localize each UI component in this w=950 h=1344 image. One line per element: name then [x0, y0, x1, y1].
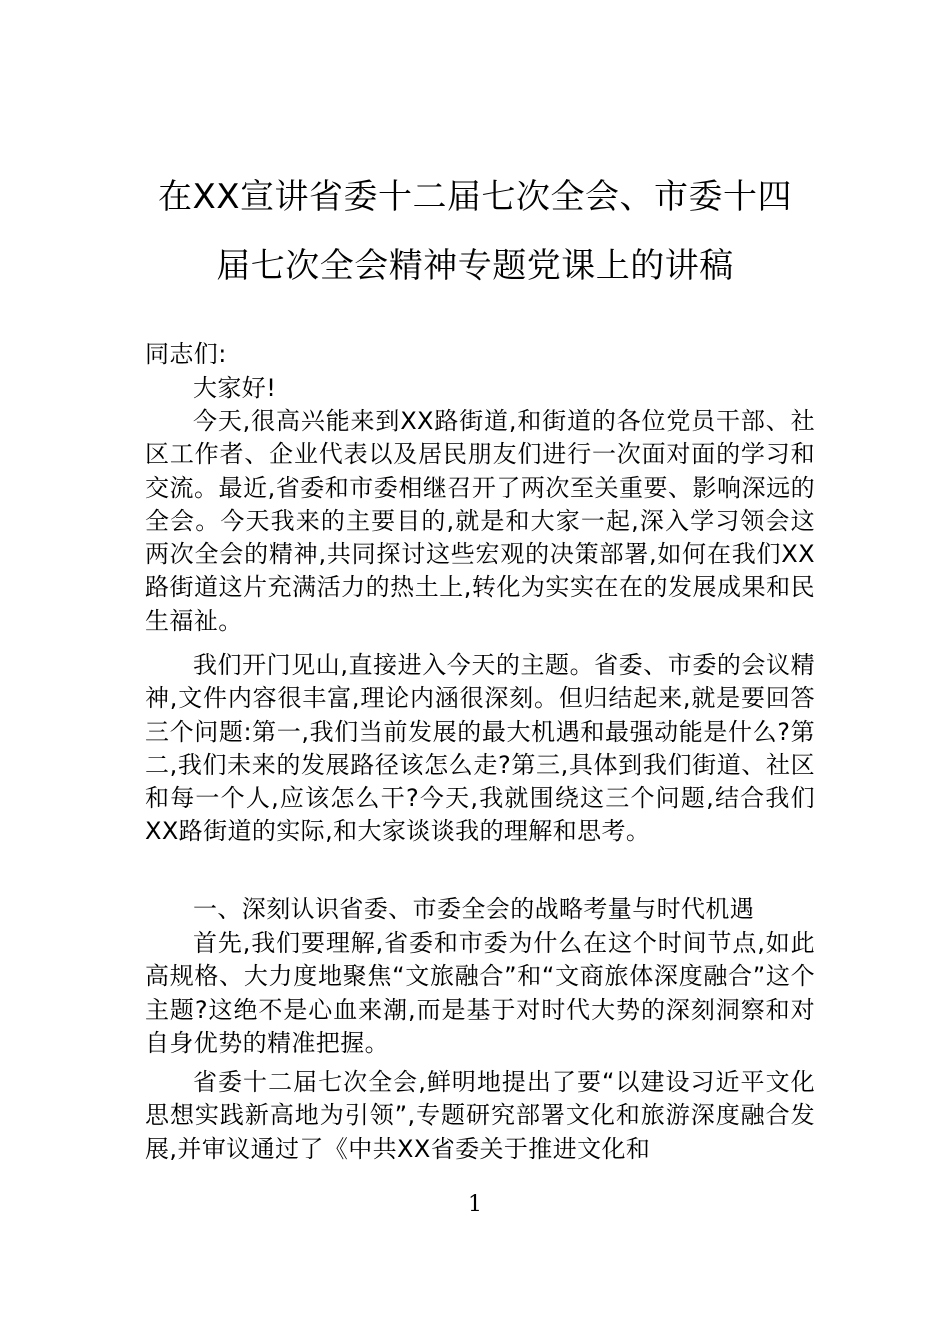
paragraph-strategic-considerations: 首先,我们要理解,省委和市委为什么在这个时间节点,如此高规格、大力度地聚焦“文旅融合”和“文商旅体深度融合”这个主题?这绝不是心血来潮,而是基于对时代大势的深刻洞察和对自身优势的精准把握。 — [145, 929, 815, 1057]
section-heading: 一、深刻认识省委、市委全会的战略考量与时代机遇 — [193, 895, 755, 923]
paragraph-provincial-plenary: 省委十二届七次全会,鲜明地提出了要“以建设习近平文化思想实践新高地为引领”,专题研究部署文化和旅游深度融合发展,并审议通过了《中共XX省委关于推进文化和 — [145, 1068, 815, 1163]
document-title-line-2: 届七次全会精神专题党课上的讲稿 — [216, 246, 734, 286]
paragraph-three-questions: 我们开门见山,直接进入今天的主题。省委、市委的会议精神,文件内容很丰富,理论内涵很深刻。但归结起来,就是要回答三个问题:第一,我们当前发展的最大机遇和最强动能是什么?第二,我们未来的发展路径该怎么走?第三,具体到我们街道、社区和每一个人,应该怎么干?今天,我就围绕这三个问题,结合我们XX路街道的实际,和大家谈谈我的理解和思考。 — [145, 651, 815, 846]
greeting: 大家好! — [193, 374, 277, 402]
document-title-line-1: 在XX宣讲省委十二届七次全会、市委十四 — [157, 177, 793, 217]
paragraph-intro: 今天,很高兴能来到XX路街道,和街道的各位党员干部、社区工作者、企业代表以及居民朋友们进行一次面对面的学习和交流。最近,省委和市委相继召开了两次至关重要、影响深远的全会。今天我来的主要目的,就是和大家一起,深入学习领会这两次全会的精神,共同探讨这些宏观的决策部署,如何在我们XX路街道这片充满活力的热土上,转化为实实在在的发展成果和民生福祉。 — [145, 407, 815, 635]
page-number: 1 — [468, 1192, 482, 1217]
salutation: 同志们: — [145, 340, 227, 368]
